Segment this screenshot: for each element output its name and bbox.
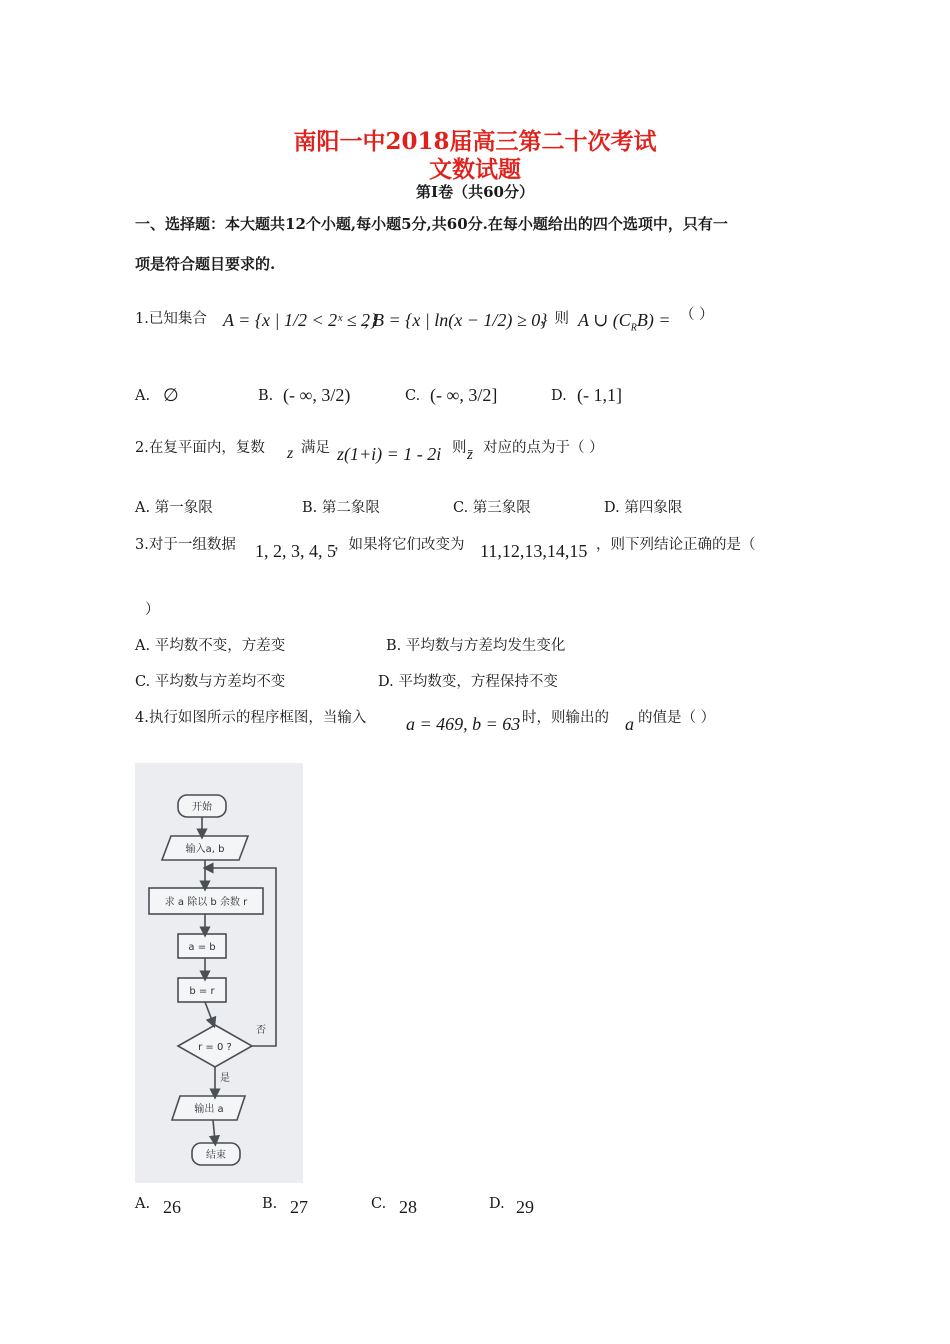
flowchart-svg	[135, 763, 303, 1183]
q1-option-d-label: D.	[551, 388, 567, 404]
q2-option-c: C. 第三象限	[453, 500, 531, 516]
flow-step2-text: a = b	[188, 942, 216, 953]
q3-close: ）	[145, 602, 160, 618]
q1-prefix: 1.已知集合	[135, 311, 207, 327]
q1-set-a: A = {x | 1/2 < 2ˣ ≤ 2}	[223, 310, 378, 330]
exam-title: 南阳一中2018届高三第二十次考试	[293, 128, 657, 155]
q3-option-c: C. 平均数与方差均不变	[135, 674, 286, 690]
q4-option-d-label: D.	[489, 1196, 505, 1212]
flow-output-text: 输出 a	[194, 1104, 224, 1115]
q1-expr-head: A ∪ (C	[578, 310, 631, 330]
volume-heading: 第Ⅰ卷（共60分）	[416, 183, 534, 201]
q1-option-b-label: B.	[258, 388, 274, 404]
q1-option-c-value: (- ∞, 3/2]	[430, 385, 498, 405]
flow-start-text: 开始	[192, 802, 212, 813]
flowchart-figure	[135, 763, 303, 1183]
q4-mid: 时，则输出的	[522, 710, 609, 726]
flow-step1-text: 求 a 除以 b 余数 r	[164, 897, 248, 908]
q2-zbar: z̄	[467, 447, 473, 463]
q2-mid: 满足	[301, 440, 330, 456]
q2-then: 则	[452, 440, 467, 456]
q3-option-a: A. 平均数不变，方差变	[135, 638, 286, 654]
q1-option-b-value: (- ∞, 3/2)	[283, 385, 351, 405]
flow-no-label: 否	[256, 1025, 266, 1036]
q1-expression	[578, 310, 671, 334]
q4-input: a = 469, b = 63	[406, 714, 521, 734]
q4-option-b-label: B.	[262, 1196, 278, 1212]
q3-option-d: D. 平均数变，方程保持不变	[378, 674, 558, 690]
q1-option-a-value: ∅	[163, 385, 179, 405]
q4-option-a-value: 26	[163, 1197, 181, 1217]
q1-option-a-label: A.	[135, 388, 151, 404]
flow-decision-text: r = 0 ?	[198, 1042, 232, 1053]
flow-yes-label: 是	[220, 1073, 230, 1084]
q3-mid: ，如果将它们改变为	[334, 537, 465, 553]
q4-suffix: 的值是（ ）	[638, 710, 716, 726]
q2-equation: z(1+i) = 1 - 2i	[337, 444, 442, 464]
q3-data1: 1, 2, 3, 4, 5	[255, 541, 336, 561]
q3-prefix: 3.对于一组数据	[135, 537, 236, 553]
q2-prefix: 2.在复平面内，复数	[135, 440, 265, 456]
q1-suffix: ，则	[540, 311, 569, 327]
q1-paren: （ ）	[680, 307, 714, 323]
q4-option-c-label: C.	[371, 1196, 387, 1212]
q1-expr-sub: R	[630, 322, 637, 334]
q4-prefix: 4.执行如图所示的程序框图，当输入	[135, 710, 367, 726]
q2-option-d: D. 第四象限	[604, 500, 683, 516]
section-instruction-line2: 项是符合题目要求的.	[135, 255, 276, 273]
q2-option-a: A. 第一象限	[135, 500, 213, 516]
q1-option-c-label: C.	[405, 388, 421, 404]
q3-data2: 11,12,13,14,15	[480, 541, 588, 561]
q1-expr-tail: B) =	[636, 310, 671, 330]
q2-suffix: 对应的点为于（ ）	[483, 440, 604, 456]
section-instruction-line1: 一、选择题：本大题共12个小题,每小题5分,共60分.在每小题给出的四个选项中，只有一	[135, 215, 728, 233]
flow-step3-text: b = r	[189, 986, 215, 997]
q2-var-z: z	[287, 445, 294, 462]
q4-option-c-value: 28	[399, 1197, 417, 1217]
q4-option-b-value: 27	[290, 1197, 308, 1217]
q3-suffix: ，则下列结论正确的是（	[596, 537, 756, 553]
flow-end-text: 结束	[206, 1150, 226, 1161]
q2-option-b: B. 第二象限	[302, 500, 380, 516]
q1-set-b: , B = {x | ln(x − 1/2) ≥ 0}	[364, 310, 548, 330]
q1-option-d-value: (- 1,1]	[577, 385, 622, 405]
q4-option-a-label: A.	[135, 1196, 151, 1212]
q3-option-b: B. 平均数与方差均发生变化	[386, 638, 566, 654]
exam-subtitle: 文数试题	[429, 156, 521, 183]
flow-input-text: 输入a, b	[185, 844, 225, 855]
q4-option-d-value: 29	[516, 1197, 534, 1217]
q4-var: a	[625, 714, 634, 734]
